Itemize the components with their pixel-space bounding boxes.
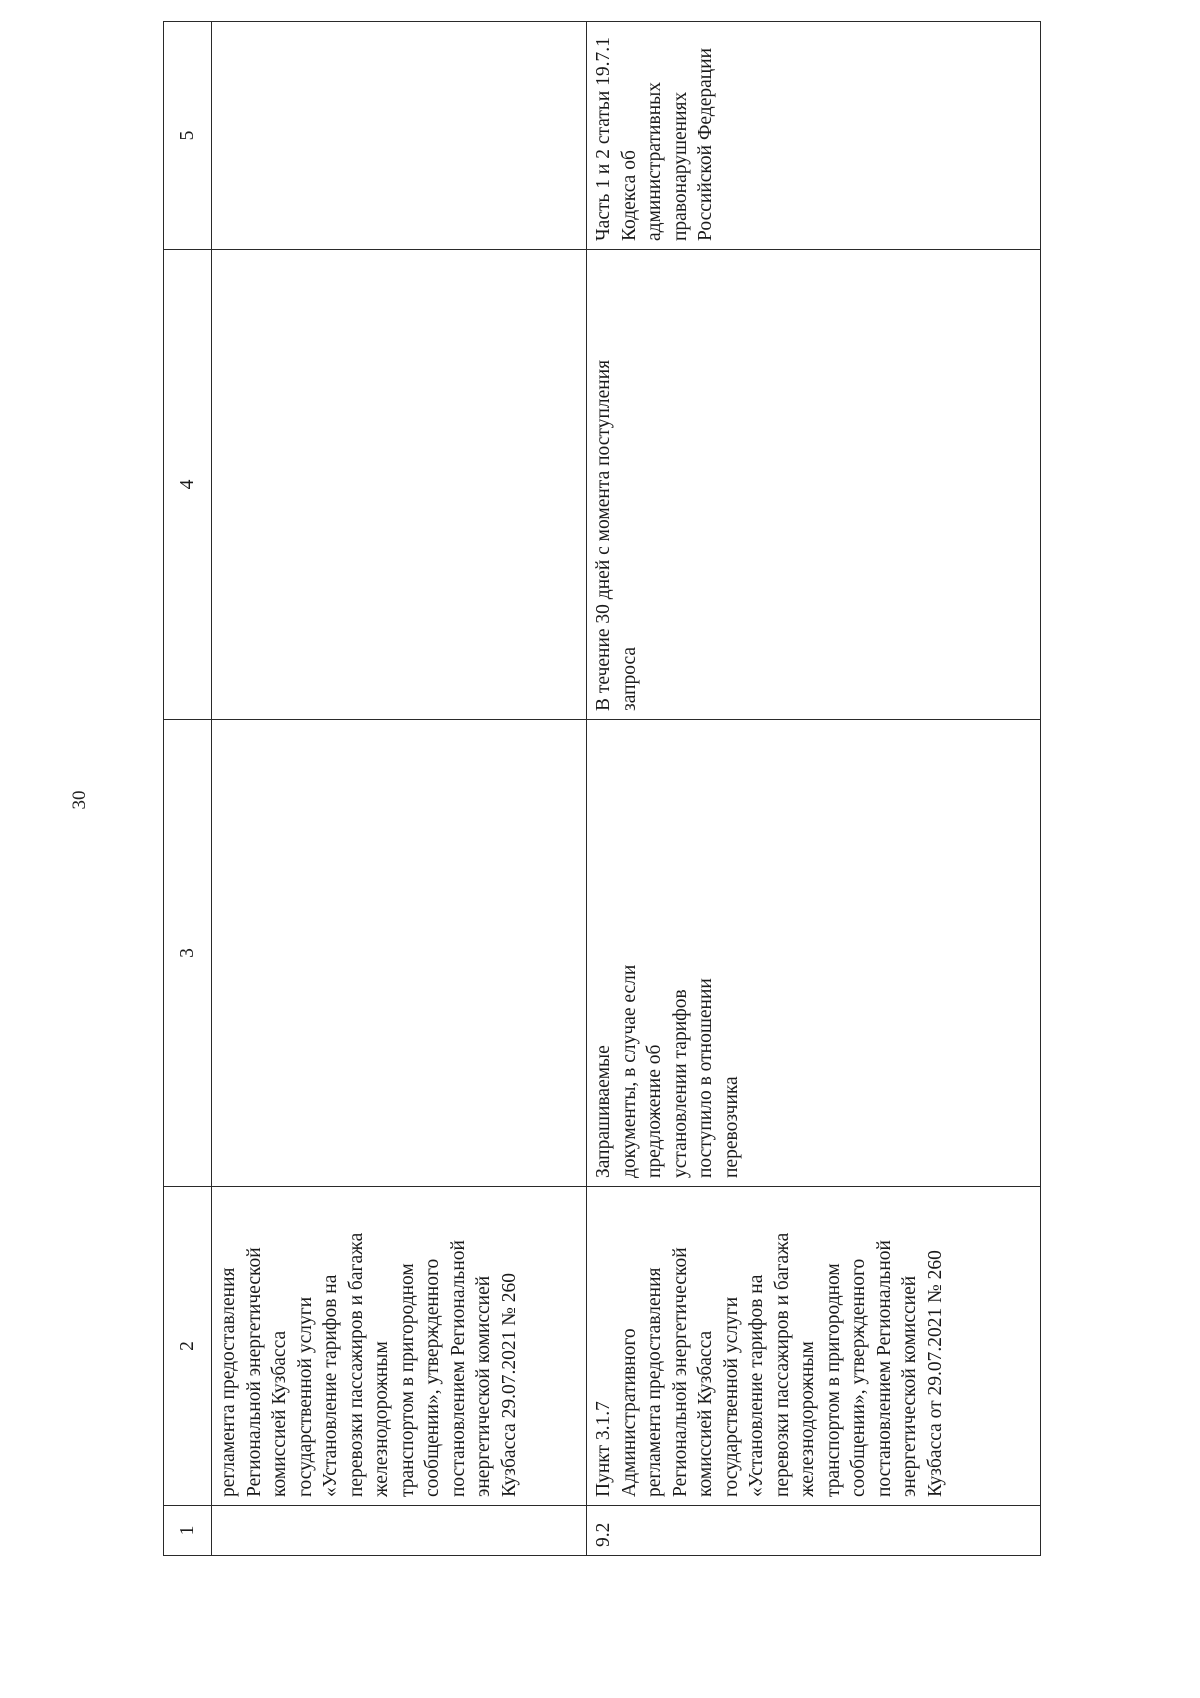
table-row bbox=[587, 22, 1041, 1556]
row-number-cell bbox=[587, 1506, 1041, 1556]
header-cell-1: 1 bbox=[164, 1506, 212, 1556]
document-table bbox=[163, 21, 1041, 1556]
documents-cell bbox=[212, 720, 587, 1187]
row-number: 9.2 bbox=[593, 1522, 614, 1547]
table-header-row bbox=[164, 22, 212, 1556]
header-cell-5: 5 bbox=[164, 22, 212, 250]
legal-basis-text: Пункт 3.1.7 Административного регламента предоставления Региональной энергетической комиссией Кузбасса государственной услуги «Установление тарифов на перевозки пассажиров и багажа железнодорожным транспортом в пригородном сообщении», утвержденного постановлением Региональной энергетической комиссией Кузбасса от 29.07.2021 № 260 bbox=[593, 1232, 946, 1497]
legal-basis-cell bbox=[212, 1187, 587, 1506]
liability-cell bbox=[212, 22, 587, 250]
deadline-text: В течение 30 дней с момента поступления запроса bbox=[593, 359, 640, 711]
deadline-cell bbox=[587, 250, 1041, 720]
page-number: 30 bbox=[69, 790, 90, 810]
legal-basis-cell bbox=[587, 1187, 1041, 1506]
documents-text: Запрашиваемые документы, в случае если предложение об установлении тарифов поступило в отношении перевозчика bbox=[593, 964, 742, 1178]
header-cell-3: 3 bbox=[164, 720, 212, 1187]
row-number-cell bbox=[212, 1506, 587, 1556]
liability-text: Часть 1 и 2 статьи 19.7.1 Кодекса об административных правонарушениях Российской Федерации bbox=[593, 37, 716, 241]
header-cell-4: 4 bbox=[164, 250, 212, 720]
deadline-cell bbox=[212, 250, 587, 720]
table-row bbox=[212, 22, 587, 1556]
rotated-table-container bbox=[163, 22, 1040, 1556]
header-cell-2: 2 bbox=[164, 1187, 212, 1506]
documents-cell bbox=[587, 720, 1041, 1187]
liability-cell bbox=[587, 22, 1041, 250]
legal-basis-text: регламента предоставления Региональной энергетической комиссией Кузбасса государственной услуги «Установление тарифов на перевозки пассажиров и багажа железнодорожным транспортом в пригородном сообщении», утвержденного постановлением Региональной энергетической комиссией Кузбасса 29.07.2021 № 260 bbox=[218, 1232, 520, 1497]
